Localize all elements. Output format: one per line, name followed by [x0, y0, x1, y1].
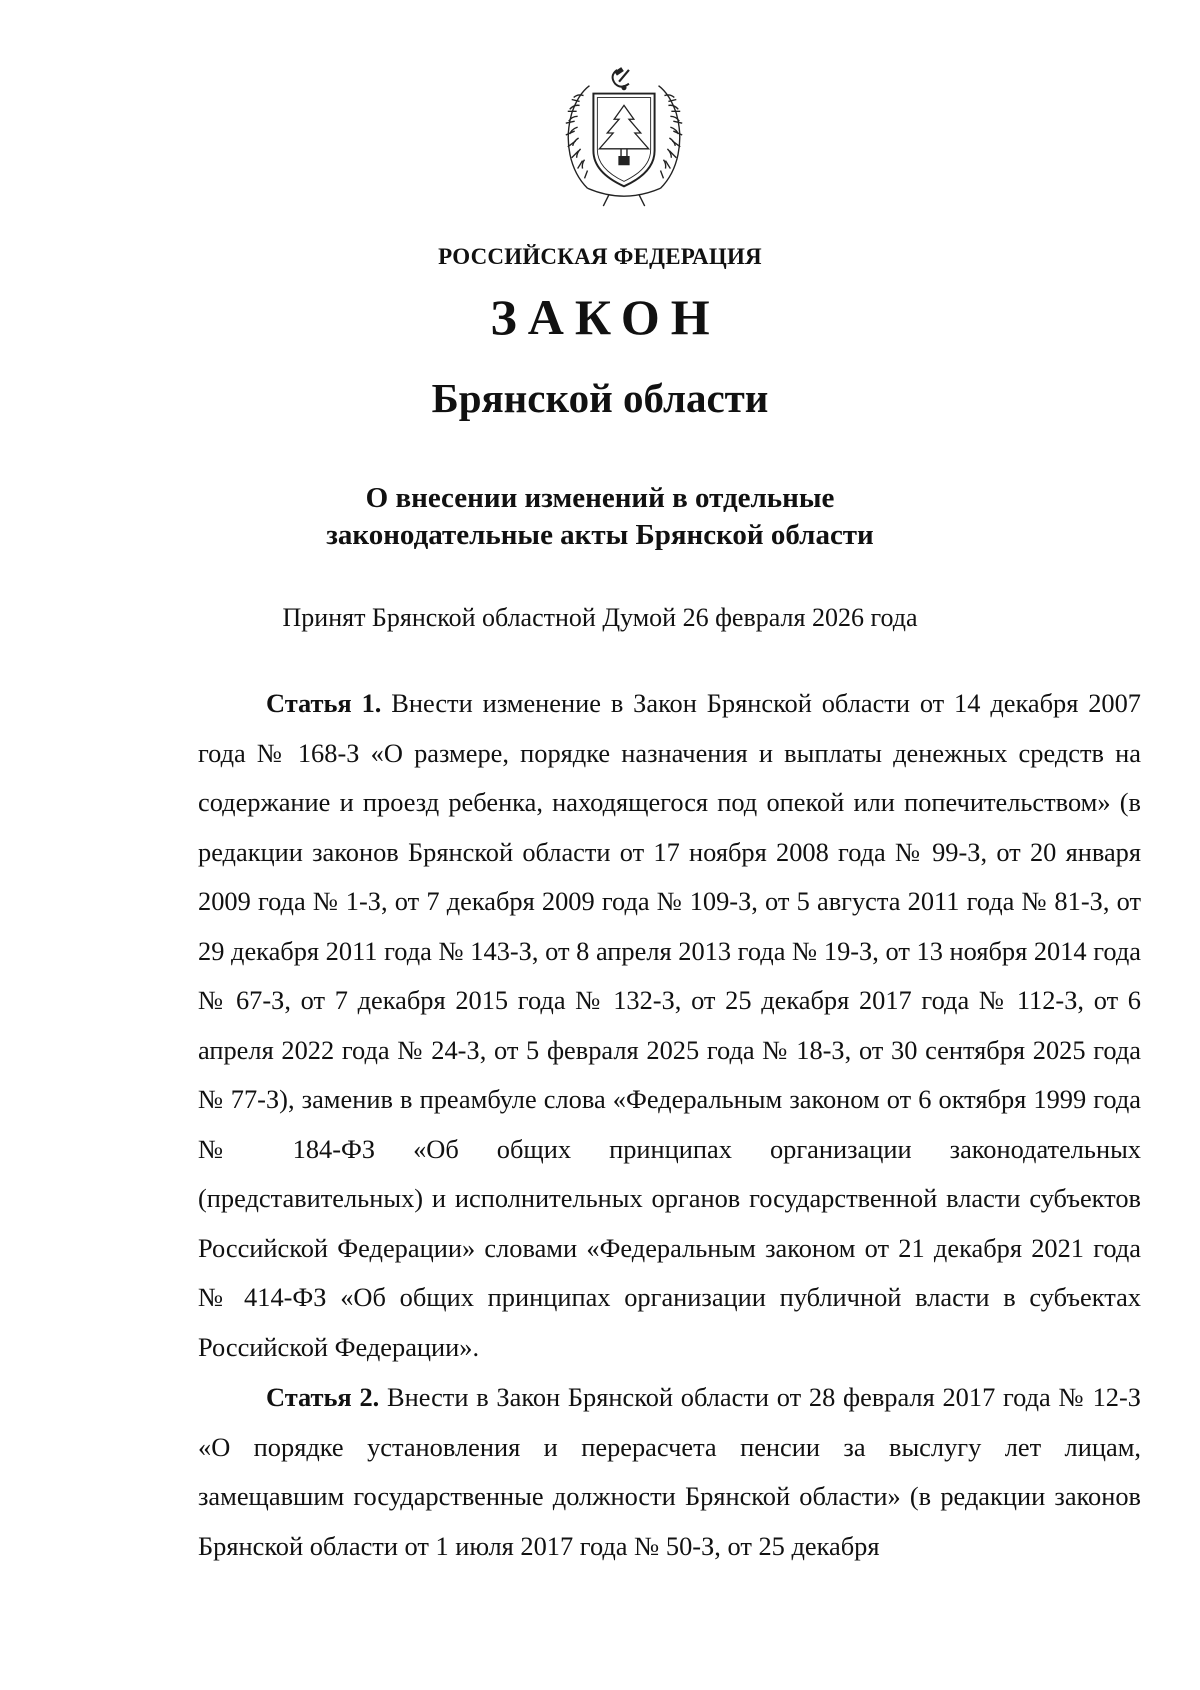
document-type-heading: ЗАКОН [490, 289, 721, 345]
article-label: Статья 2. [266, 1382, 380, 1412]
article-paragraph [198, 1373, 1141, 1571]
country-heading: РОССИЙСКАЯ ФЕДЕРАЦИЯ [438, 244, 762, 269]
articles-body [198, 679, 1141, 1571]
article-text: Внести изменение в Закон Брянской области от 14 декабря 2007 года № 168-З «О размере, порядке назначения и выплаты денежных средств на содержание и проезд ребенка, находящегося под опекой или попечительством» (в редакции законов Брянской области от 17 ноября 2008 года № 99-З, от 20 января 2009 года № 1-З, от 7 декабря 2009 года № 109-З, от 5 августа 2011 года № 81-З, от 29 декабря 2011 года № 143-З, от 8 апреля 2013 года № 19-З, от 13 ноября 2014 года № 67-З, от 7 декабря 2015 года № 132-З, от 25 декабря 2017 года № 112-З, от 6 апреля 2022 года № 24-З, от 5 февраля 2025 года № 18-З, от 30 сентября 2025 года № 77-З), заменив в преамбуле слова «Федеральным законом от 6 октября 1999 года № 184-ФЗ «Об общих принципах организации законодательных (представительных) и исполнительных органов государственной власти субъектов Российской Федерации» словами «Федеральным законом от 21 декабря 2021 года № 414-ФЗ «Об общих принципах организации публичной власти в субъектах Российской Федерации». [198, 688, 1141, 1362]
law-title [0, 480, 1200, 554]
bryansk-region-coat-of-arms-icon [550, 62, 698, 210]
article-paragraph [198, 679, 1141, 1372]
law-title-line-1: О внесении изменений в отдельные [365, 482, 835, 514]
law-title-line-2: законодательные акты Брянской области [326, 519, 874, 551]
region-heading: Брянской области [431, 375, 769, 421]
article-text: Внести в Закон Брянской области от 28 февраля 2017 года № 12-З «О порядке установления и перерасчета пенсии за выслугу лет лицам, замещавшим государственные должности Брянской области» (в редакции законов Брянской области от 1 июля 2017 года № 50-З, от 25 декабря [198, 1382, 1141, 1561]
adoption-statement: Принят Брянской областной Думой 26 февраля 2026 года [282, 603, 918, 632]
article-label: Статья 1. [266, 688, 382, 718]
